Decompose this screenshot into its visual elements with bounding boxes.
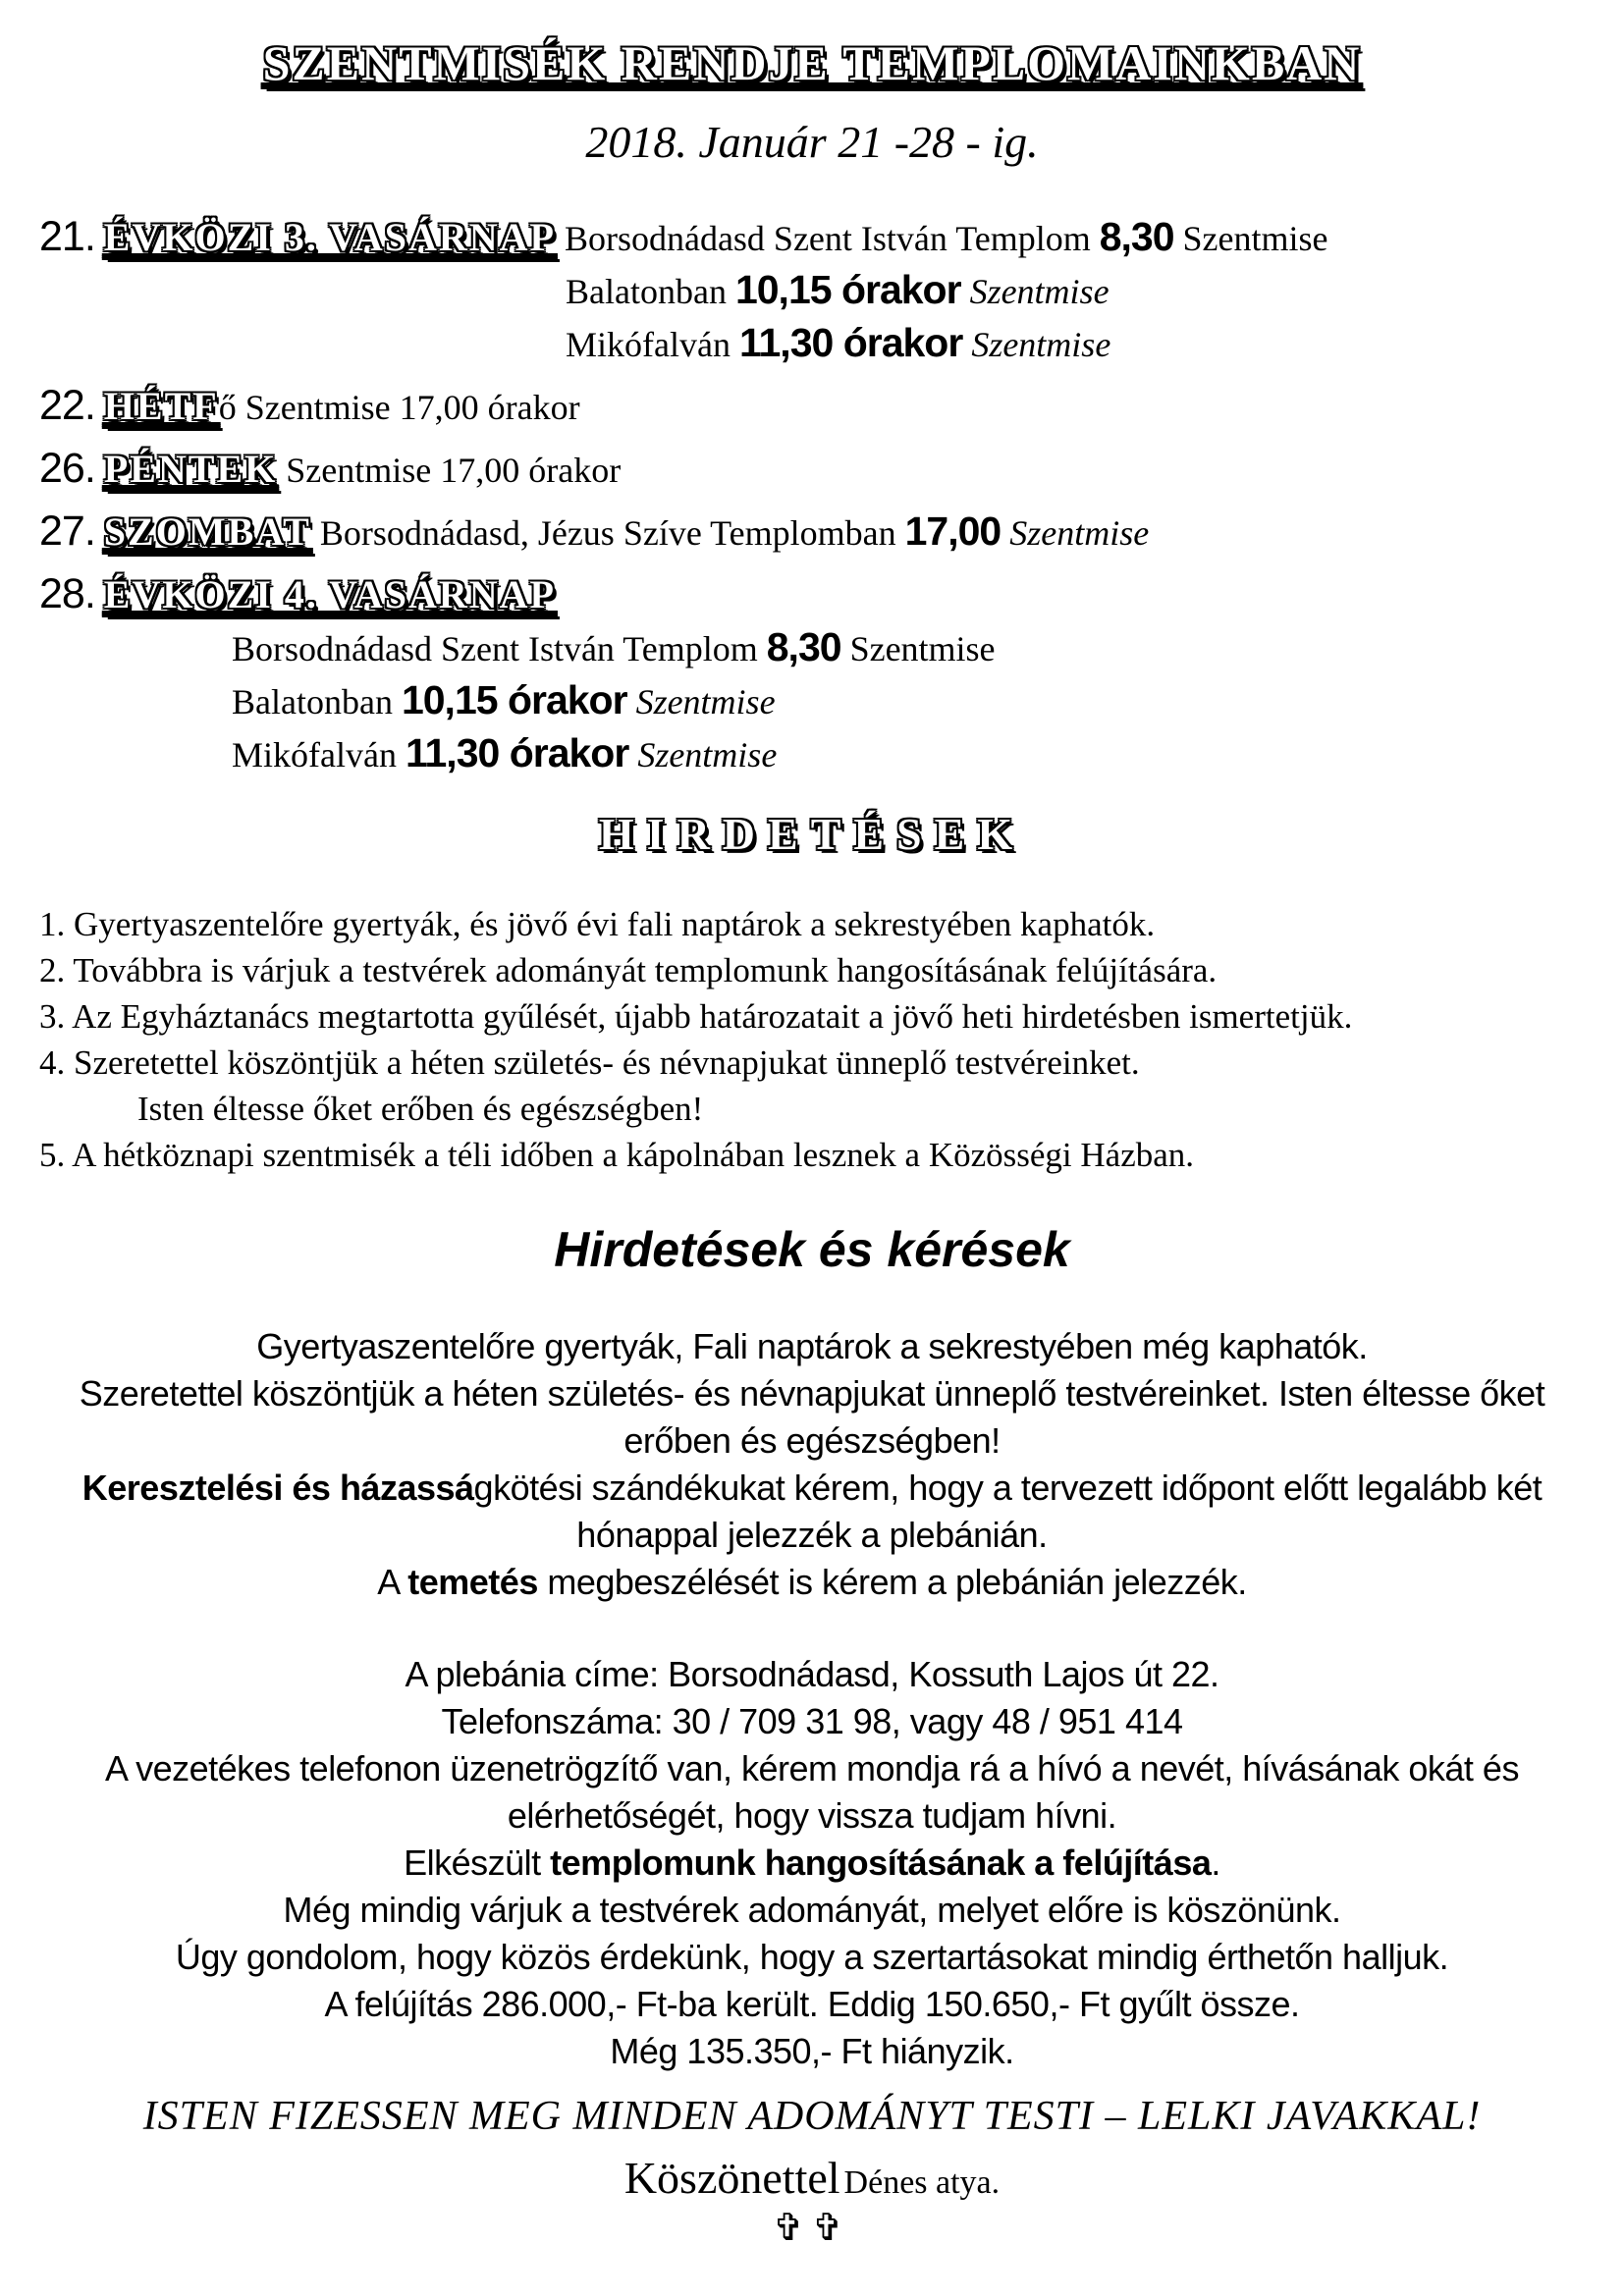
request-paragraph: Úgy gondolom, hogy közös érdekünk, hogy a szertartásokat mindig érthetőn halljuk. xyxy=(175,1936,1449,1977)
request-paragraph: Gyertyaszentelőre gyertyák, Fali naptárok a sekrestyében még kaphatók. xyxy=(256,1325,1368,1366)
bold-text: Keresztelési és házassá xyxy=(81,1467,474,1508)
plain-text: megbeszélését is kérem a plebánián jelezzék. xyxy=(537,1561,1247,1602)
mass-time: 10,15 órakor xyxy=(734,266,961,312)
day-number: 27. xyxy=(39,507,95,555)
day-number: 28. xyxy=(39,569,95,617)
day-name: HÉTF xyxy=(103,383,219,428)
mass-label: Szentmise xyxy=(962,324,1111,364)
announcement-item-continuation: Isten éltesse őket erőben és egészségben! xyxy=(137,1089,704,1128)
document-title xyxy=(39,35,1585,92)
schedule-row-26 xyxy=(39,443,1585,496)
request-paragraph xyxy=(39,1840,1585,1887)
schedule-row-27 xyxy=(39,506,1585,559)
day-number: 21. xyxy=(39,212,95,260)
plain-text: . xyxy=(1211,1842,1220,1883)
schedule-row-21 xyxy=(39,211,1585,264)
schedule-row-22 xyxy=(39,380,1585,433)
mass-label: Szentmise xyxy=(840,628,996,668)
schedule-place: Balatonban xyxy=(566,271,735,311)
announcement-item: 1. Gyertyaszentelőre gyertyák, és jövő évi fali naptárok a sekrestyében kaphatók. xyxy=(39,904,1156,943)
day-number: 26. xyxy=(39,444,95,492)
document-title-text: SZENTMISÉK RENDJE TEMPLOMAINKBAN xyxy=(262,35,1362,90)
plain-text: gkötési szándékukat kérem, hogy a tervezett időpont előtt legalább két hónappal jelezzék a plebánián. xyxy=(473,1467,1543,1555)
parish-address: A plebánia címe: Borsodnádasd, Kossuth Lajos út 22. xyxy=(405,1653,1219,1694)
request-paragraph: Szeretettel köszöntjük a héten születés- és névnapjukat ünneplő testvéreinket. Isten éltesse őket erőben és egészségben! xyxy=(79,1372,1545,1461)
announcement-item: 2. Továbbra is várjuk a testvérek adományát templomunk hangosításának felújítására. xyxy=(39,950,1218,989)
day-name-tail: ő xyxy=(218,387,237,427)
announcements-header xyxy=(39,808,1585,860)
schedule-text: Szentmise 17,00 órakor xyxy=(277,450,622,490)
request-paragraph: A vezetékes telefonon üzenetrögzítő van, kérem mondja rá a hívó a nevét, hívásának okát és elérhetőségét, hogy vissza tudjam hívni. xyxy=(105,1747,1519,1836)
schedule-place: Mikófalván xyxy=(232,734,406,774)
plain-text: Elkészült xyxy=(404,1842,551,1883)
schedule-subrow xyxy=(39,264,1585,317)
announcement-item: 5. A hétköznapi szentmisék a téli időben a kápolnában lesznek a Közösségi Házban. xyxy=(39,1135,1195,1174)
requests-header: Hirdetések és kérések xyxy=(554,1221,1070,1277)
announcements-list xyxy=(39,901,1585,1178)
announcements-header-text: HIRDETÉSEK xyxy=(598,808,1026,859)
day-name: ÉVKÖZI 3. VASÁRNAP xyxy=(103,214,556,259)
renovation-missing: Még 135.350,- Ft hiányzik. xyxy=(610,2030,1014,2071)
day-name: ÉVKÖZI 4. VASÁRNAP xyxy=(103,571,556,616)
mass-time: 10,15 órakor xyxy=(401,676,627,722)
mass-label: Szentmise xyxy=(1001,512,1150,553)
schedule-subrow xyxy=(39,317,1585,370)
cross-icons: ✞✞ xyxy=(773,2205,851,2249)
request-paragraph xyxy=(39,1465,1585,1559)
renovation-cost: A felújítás 286.000,- Ft-ba került. Eddig 150.650,- Ft gyűlt össze. xyxy=(324,1983,1300,2024)
mass-time: 11,30 órakor xyxy=(405,729,629,775)
mass-label: Szentmise xyxy=(628,734,778,774)
parish-phone: Telefonszáma: 30 / 709 31 98, vagy 48 / 951 414 xyxy=(441,1700,1183,1741)
blessing-line: ISTEN FIZESSEN MEG MINDEN ADOMÁNYT TESTI – LELKI JAVAKKAL! xyxy=(142,2093,1482,2139)
mass-label: Szentmise xyxy=(960,271,1110,311)
schedule-subrow xyxy=(39,621,1585,674)
plain-text: A xyxy=(377,1561,408,1602)
request-paragraph: Még mindig várjuk a testvérek adományát, melyet előre is köszönünk. xyxy=(283,1889,1341,1930)
day-name: PÉNTEK xyxy=(103,446,278,491)
schedule-text: Borsodnádasd, Jézus Szíve Templomban xyxy=(310,512,905,553)
mass-time: 8,30 xyxy=(1099,213,1174,259)
mass-time: 11,30 órakor xyxy=(738,319,963,365)
announcement-item: 4. Szeretettel köszöntjük a héten születés- és névnapjukat ünneplő testvéreinket. xyxy=(39,1042,1140,1082)
schedule-subrow xyxy=(39,674,1585,727)
mass-label: Szentmise xyxy=(626,681,776,721)
schedule-place: Mikófalván xyxy=(566,324,739,364)
signature-name: Dénes atya. xyxy=(843,2163,1001,2201)
announcement-item: 3. Az Egyháztanács megtartotta gyűlését, újabb határozatait a jövő heti hirdetésben ismertetjük. xyxy=(39,996,1353,1036)
request-paragraph xyxy=(39,1559,1585,1606)
schedule-place: Borsodnádasd Szent István Templom xyxy=(232,628,767,668)
day-number: 22. xyxy=(39,381,95,429)
thanks-text: Köszönettel xyxy=(623,2152,840,2203)
date-range: 2018. Január 21 -28 - ig. xyxy=(585,116,1039,167)
day-name: SZOMBAT xyxy=(103,508,311,554)
bold-text: temetés xyxy=(407,1561,538,1602)
schedule-place: Balatonban xyxy=(232,681,402,721)
mass-schedule xyxy=(39,211,1585,780)
requests-section xyxy=(39,1323,1585,2075)
mass-time: 17,00 xyxy=(904,507,1001,554)
schedule-text: Borsodnádasd Szent István Templom xyxy=(555,218,1100,258)
schedule-subrow xyxy=(39,727,1585,780)
schedule-text: Szentmise 17,00 órakor xyxy=(236,387,580,427)
schedule-text: Szentmise xyxy=(1173,218,1328,258)
mass-time: 8,30 xyxy=(766,623,841,669)
bold-text: templomunk hangosításának a felújítása xyxy=(550,1842,1212,1883)
schedule-row-28 xyxy=(39,568,1585,621)
signature-line xyxy=(39,2152,1585,2204)
